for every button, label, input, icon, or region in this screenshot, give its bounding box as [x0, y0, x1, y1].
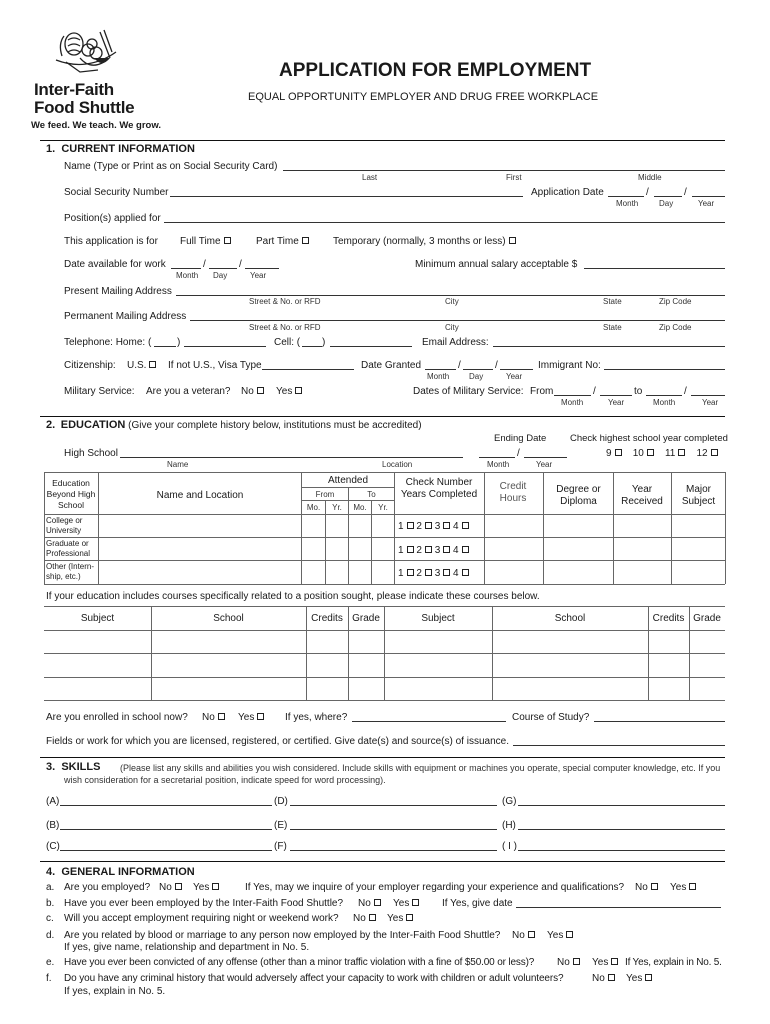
q-c-text: Will you accept employment requiring night or weekend work? [64, 913, 339, 924]
q-b-followup: If Yes, give date [442, 898, 513, 909]
slash: / [593, 386, 596, 397]
day-label: Day [469, 372, 484, 381]
cell-number[interactable] [330, 346, 412, 347]
temporary-checkbox[interactable] [509, 237, 516, 244]
slash: / [203, 259, 206, 270]
part-time-option[interactable]: Part Time [256, 236, 309, 247]
skill-c-label: (C) [46, 841, 60, 852]
th-from: From [315, 490, 335, 499]
skill-h-field[interactable] [518, 829, 725, 830]
city-label: City [445, 323, 459, 332]
enrolled-yes-checkbox[interactable] [257, 713, 264, 720]
q-d-followup: If yes, give name, relationship and department in No. 5. [64, 942, 310, 953]
grade-12-checkbox[interactable] [711, 449, 718, 456]
avail-day[interactable] [209, 268, 237, 269]
q-f-no[interactable]: No [592, 973, 615, 984]
licensed-field[interactable] [513, 745, 725, 746]
hs-end-month[interactable] [479, 457, 515, 458]
skill-d-label: (D) [274, 796, 288, 807]
section-1-heading: 1. CURRENT INFORMATION [46, 143, 195, 155]
state-label: State [603, 323, 622, 332]
th-yr: Yr. [378, 503, 388, 512]
q-d-yes[interactable]: Yes [547, 930, 573, 941]
name-field[interactable] [283, 170, 725, 171]
years-checks-graduate[interactable]: 1 2 3 4 [398, 545, 469, 556]
skill-b-label: (B) [46, 820, 60, 831]
year-label: Year [702, 398, 719, 407]
skill-g-label: (G) [502, 796, 517, 807]
paren: ) [177, 337, 181, 348]
full-time-option[interactable]: Full Time [180, 236, 231, 247]
slash: / [684, 386, 687, 397]
year-label: Year [698, 199, 715, 208]
q-a-no[interactable]: No [159, 882, 182, 893]
day-label: Day [213, 271, 228, 280]
phone-label: Telephone: Home: ( [64, 337, 152, 348]
q-e-followup: If Yes, explain in No. 5. [625, 957, 722, 968]
slash: / [517, 448, 520, 459]
year-label: Year [506, 372, 523, 381]
enrolled-no-checkbox[interactable] [218, 713, 225, 720]
section-4-heading: 4. GENERAL INFORMATION [46, 866, 195, 878]
q-a-followup: If Yes, may we inquire of your employer regarding your experience and qualifications? [245, 882, 625, 893]
avail-year[interactable] [245, 268, 279, 269]
slash: / [495, 360, 498, 371]
name-label: Name (Type or Print as on Social Security Card) [64, 161, 278, 172]
grade-checks: 9 10 11 12 [606, 448, 718, 459]
slash: / [646, 187, 649, 198]
min-salary-field[interactable] [584, 268, 725, 269]
years-checks-college[interactable]: 1 2 3 4 [398, 521, 469, 532]
col-school: School [213, 613, 244, 624]
slash: / [684, 187, 687, 198]
page-title: APPLICATION FOR EMPLOYMENT [279, 60, 592, 81]
veteran-yes-checkbox[interactable] [295, 387, 302, 394]
section-3-heading: 3. SKILLS [46, 761, 101, 773]
immigrant-field[interactable] [604, 369, 725, 370]
licensed-label: Fields or work for which you are licensed, registered, or certified. Give date(s) and source(s) of issuance. [46, 736, 509, 747]
app-date-label: Application Date [531, 187, 604, 198]
course-study-field[interactable] [594, 721, 725, 722]
q-a-text: Are you employed? [64, 882, 151, 893]
high-school-field[interactable] [120, 457, 463, 458]
min-salary-label: Minimum annual salary acceptable $ [415, 259, 578, 270]
citizenship-label: Citizenship: [64, 360, 116, 371]
visa-label: If not U.S., Visa Type [168, 360, 262, 371]
immigrant-label: Immigrant No: [538, 360, 601, 371]
last-label: Last [362, 173, 378, 182]
q-f-yes[interactable]: Yes [626, 973, 652, 984]
q-e-no[interactable]: No [557, 957, 580, 968]
present-address-label: Present Mailing Address [64, 286, 172, 297]
skill-e-field[interactable] [290, 829, 497, 830]
th-major: Major Subject [681, 484, 716, 507]
month-label: Month [487, 460, 510, 469]
q-e-letter: e. [46, 957, 55, 968]
from-label: From [530, 386, 554, 397]
high-school-label: High School [64, 448, 118, 459]
dates-military-label: Dates of Military Service: [413, 386, 524, 397]
zip-label: Zip Code [659, 297, 692, 306]
th-beyond: Education Beyond High School [46, 478, 96, 510]
enrolled-no-option[interactable]: No [202, 712, 225, 723]
mil-to-month[interactable] [646, 395, 682, 396]
q-c-no[interactable]: No [353, 913, 376, 924]
slash: / [458, 360, 461, 371]
th-mo: Mo. [353, 503, 367, 512]
location-sublabel: Location [382, 460, 413, 469]
q-f-text: Do you have any criminal history that would adversely affect your capacity to work with children or adult volunteers? [64, 973, 564, 984]
section-2-heading: 2. EDUCATION (Give your complete history below, institutions must be accredited) [46, 419, 422, 431]
app-date-month[interactable] [608, 196, 644, 197]
present-address-field[interactable] [176, 295, 725, 296]
highest-year-label: Check highest school year completed [570, 433, 728, 444]
page-subtitle: EQUAL OPPORTUNITY EMPLOYER AND DRUG FREE WORKPLACE [248, 91, 599, 103]
q-b-letter: b. [46, 898, 55, 909]
first-label: First [506, 173, 522, 182]
row-graduate: Graduate or Professional [46, 539, 91, 558]
org-name-line1: Inter-Faith [34, 80, 114, 99]
app-for-label: This application is for [64, 236, 158, 247]
app-date-year[interactable] [692, 196, 725, 197]
skill-i-label: ( I ) [502, 841, 517, 852]
skill-f-field[interactable] [290, 850, 497, 851]
name-sublabel: Name [167, 460, 189, 469]
col-credits-2: Credits [652, 613, 685, 624]
col-grade: Grade [352, 613, 380, 624]
skill-f-label: (F) [274, 841, 287, 852]
slash: / [239, 259, 242, 270]
enrolled-yes-option[interactable]: Yes [238, 712, 264, 723]
q-b-text: Have you ever been employed by the Inter-Faith Food Shuttle? [64, 898, 344, 909]
grade-10-checkbox[interactable] [647, 449, 654, 456]
q-d-no[interactable]: No [512, 930, 535, 941]
temporary-option[interactable]: Temporary (normally, 3 months or less) [333, 236, 516, 247]
th-to: To [367, 490, 376, 499]
day-label: Day [659, 199, 674, 208]
q-b-date-field[interactable] [516, 907, 721, 908]
q-b-yes[interactable]: Yes [393, 898, 419, 909]
th-credit-hours: Credit Hours [499, 481, 527, 504]
veteran-no-option[interactable]: No [241, 386, 264, 397]
row-other: Other (Intern-ship, etc.) [46, 562, 95, 581]
th-year-received: Year Received [621, 484, 663, 507]
enrolled-label: Are you enrolled in school now? [46, 712, 188, 723]
veteran-no-checkbox[interactable] [257, 387, 264, 394]
month-label: Month [427, 372, 450, 381]
th-mo: Mo. [306, 503, 321, 512]
mil-from-month[interactable] [554, 395, 591, 396]
year-label: Year [608, 398, 625, 407]
col-credits: Credits [311, 613, 343, 624]
skill-c-field[interactable] [60, 850, 272, 851]
years-checks-other[interactable]: 1 2 3 4 [398, 568, 469, 579]
phone-area[interactable] [154, 346, 176, 347]
granted-month[interactable] [425, 369, 456, 370]
skills-note: (Please list any skills and abilities you wish considered. Include skills with equipment or machines you operate, special computer knowledge, etc. If you wish consideration for a secretarial position, indicate speed for word processing). [64, 763, 721, 785]
month-label: Month [176, 271, 199, 280]
phone-number[interactable] [184, 346, 266, 347]
th-yr: Yr. [332, 503, 342, 512]
date-granted-label: Date Granted [361, 360, 422, 371]
courses-note: If your education includes courses specifically related to a position sought, please indicate these courses below. [46, 591, 540, 602]
skill-i-field[interactable] [518, 850, 725, 851]
middle-label: Middle [638, 173, 662, 182]
grade-11-checkbox[interactable] [678, 449, 685, 456]
state-label: State [603, 297, 622, 306]
ssn-field[interactable] [170, 196, 523, 197]
q-d-text: Are you related by blood or marriage to any person now employed by the Inter-Faith Food Shuttle? [64, 930, 501, 941]
email-label: Email Address: [422, 337, 489, 348]
position-field[interactable] [164, 222, 725, 223]
q-b-no[interactable]: No [358, 898, 381, 909]
app-date-day[interactable] [654, 196, 682, 197]
avail-month[interactable] [171, 268, 201, 269]
part-time-checkbox[interactable] [302, 237, 309, 244]
street-label: Street & No. or RFD [249, 323, 321, 332]
month-label: Month [561, 398, 584, 407]
hs-end-year[interactable] [524, 457, 567, 458]
year-label: Year [250, 271, 267, 280]
q-c-letter: c. [46, 913, 54, 924]
col-grade-2: Grade [693, 613, 721, 624]
q-a2-no[interactable]: No [635, 882, 658, 893]
col-subject: Subject [80, 613, 115, 624]
permanent-address-field[interactable] [190, 320, 725, 321]
enrolled-where-field[interactable] [352, 721, 506, 722]
q-f-letter: f. [46, 973, 52, 984]
skill-g-field[interactable] [518, 805, 725, 806]
ending-date-label: Ending Date [494, 433, 547, 444]
us-option[interactable]: U.S. [127, 360, 156, 371]
grade-9-checkbox[interactable] [615, 449, 622, 456]
granted-year[interactable] [500, 369, 533, 370]
email-field[interactable] [493, 346, 725, 347]
us-checkbox[interactable] [149, 361, 156, 368]
position-label: Position(s) applied for [64, 213, 161, 224]
col-school-2: School [554, 613, 586, 624]
visa-field[interactable] [262, 369, 354, 370]
th-attended: Attended [327, 475, 369, 486]
skill-a-label: (A) [46, 796, 60, 807]
row-college: College or University [46, 516, 83, 535]
q-e-text: Have you ever been convicted of any offense (other than a minor traffic violation with a fine of $50.00 or less)? [64, 957, 535, 968]
zip-label: Zip Code [659, 323, 692, 332]
permanent-address-label: Permanent Mailing Address [64, 311, 187, 322]
cell-area[interactable] [302, 346, 322, 347]
skill-h-label: (H) [502, 820, 516, 831]
skill-e-label: (E) [274, 820, 288, 831]
military-label: Military Service: [64, 386, 135, 397]
th-degree: Degree or Diploma [556, 484, 601, 507]
q-e-yes[interactable]: Yes [592, 957, 618, 968]
veteran-label: Are you a veteran? [146, 386, 231, 397]
granted-day[interactable] [463, 369, 493, 370]
q-f-followup: If yes, explain in No. 5. [64, 986, 166, 997]
city-label: City [445, 297, 459, 306]
q-a-yes[interactable]: Yes [193, 882, 219, 893]
course-study-label: Course of Study? [512, 712, 590, 723]
skill-b-field[interactable] [60, 829, 272, 830]
ssn-label: Social Security Number [64, 187, 169, 198]
street-label: Street & No. or RFD [249, 297, 321, 306]
month-label: Month [616, 199, 639, 208]
month-label: Month [653, 398, 676, 407]
mil-to-year[interactable] [691, 395, 725, 396]
food-shuttle-logo-icon [50, 22, 122, 78]
skill-d-field[interactable] [290, 805, 497, 806]
year-label: Year [536, 460, 553, 469]
if-yes-where-label: If yes, where? [285, 712, 348, 723]
org-tagline: We feed. We teach. We grow. [31, 120, 162, 131]
th-check-years: Check Number Years Completed [400, 477, 478, 500]
to-label: to [634, 386, 643, 397]
q-a2-yes[interactable]: Yes [670, 882, 696, 893]
veteran-yes-option[interactable]: Yes [276, 386, 302, 397]
cell-label: Cell: ( [274, 337, 301, 348]
th-name-location: Name and Location [156, 490, 244, 501]
skill-a-field[interactable] [60, 805, 272, 806]
paren: ) [322, 337, 326, 348]
org-name-line2: Food Shuttle [34, 98, 135, 117]
full-time-checkbox[interactable] [224, 237, 231, 244]
q-a-letter: a. [46, 882, 55, 893]
q-d-letter: d. [46, 930, 55, 941]
col-subject-2: Subject [421, 613, 455, 624]
education-note: (Give your complete history below, institutions must be accredited) [128, 420, 422, 431]
avail-label: Date available for work [64, 259, 166, 270]
org-name [34, 81, 134, 117]
q-c-yes[interactable]: Yes [387, 913, 413, 924]
mil-from-year[interactable] [600, 395, 632, 396]
